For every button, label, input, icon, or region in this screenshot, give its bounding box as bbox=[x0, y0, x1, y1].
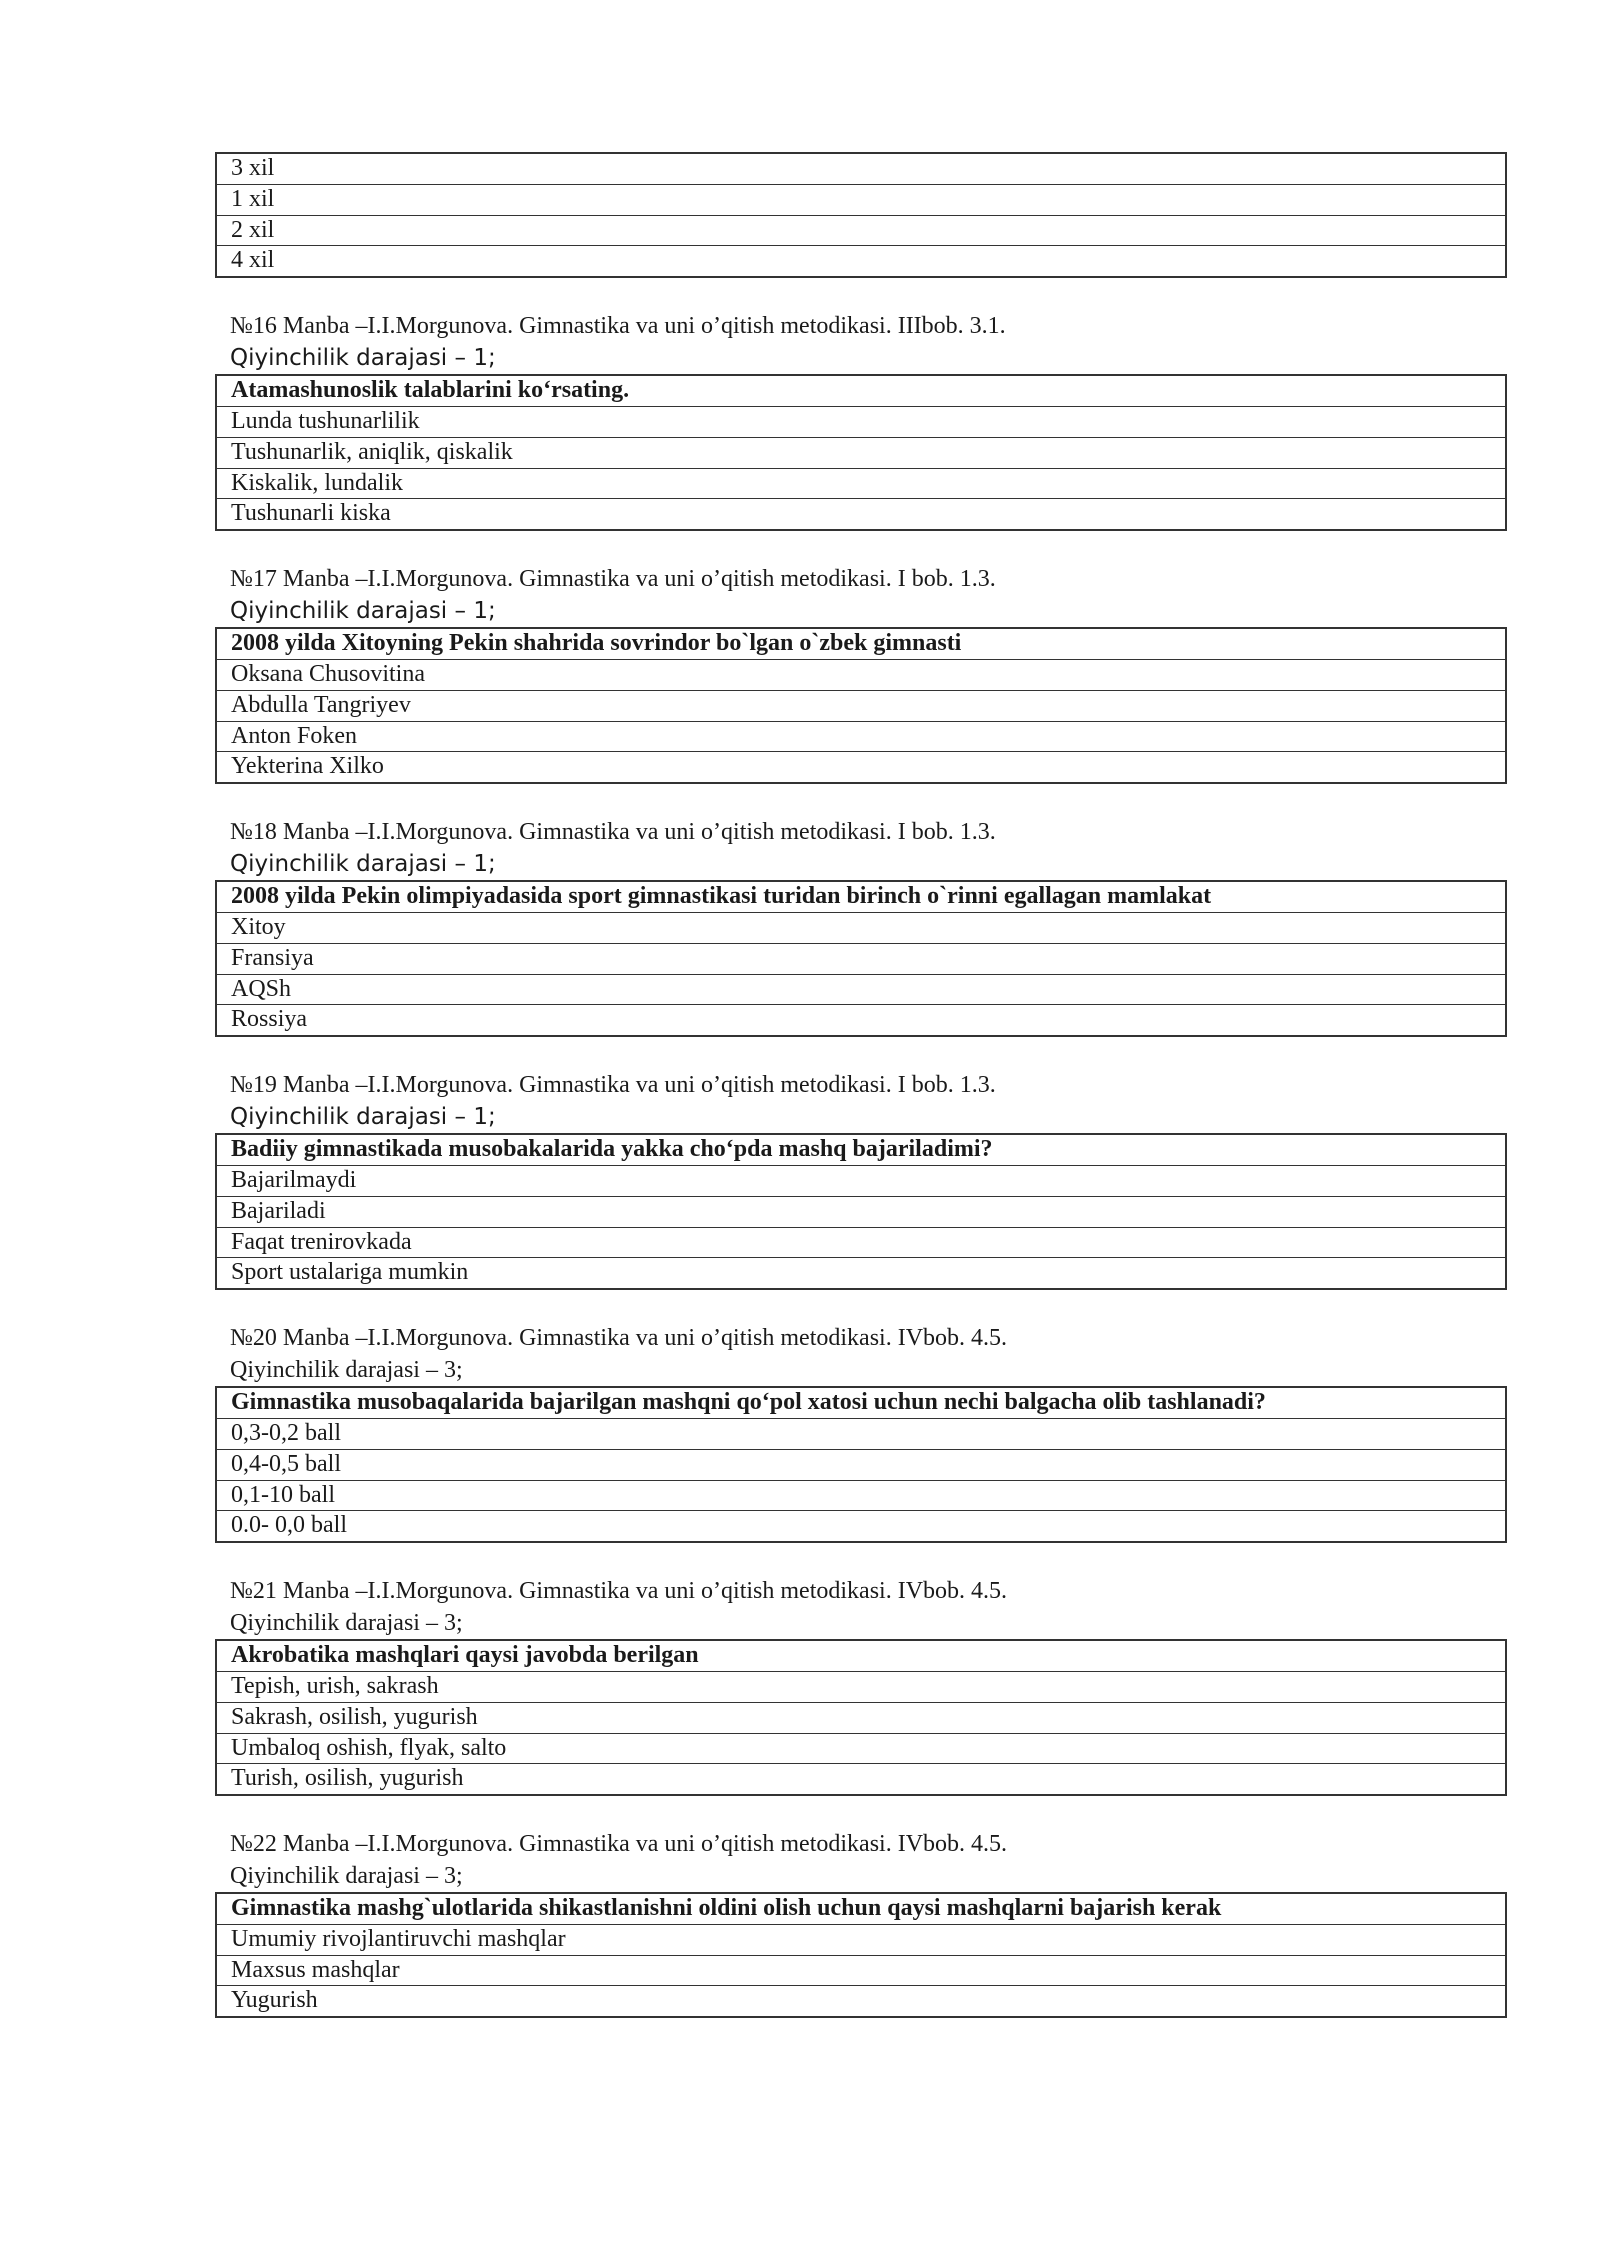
difficulty-level: Qiyinchilik darajasi – 3; bbox=[230, 1610, 463, 1637]
question-block bbox=[215, 563, 1507, 784]
answer-option: AQSh bbox=[216, 974, 1506, 1005]
question-source: №20 Manba –I.I.Morgunova. Gimnastika va uni o’qitish metodikasi. IVbob. 4.5. bbox=[230, 1325, 1008, 1352]
difficulty-level: Qiyinchilik darajasi – 3; bbox=[230, 1357, 463, 1384]
answer-option-row bbox=[216, 1480, 1506, 1511]
answer-option: Sport ustalariga mumkin bbox=[216, 1258, 1506, 1289]
answer-option-row bbox=[216, 974, 1506, 1005]
question-row bbox=[216, 375, 1506, 406]
answer-option: Bajariladi bbox=[216, 1196, 1506, 1227]
questions-list bbox=[215, 310, 1507, 2018]
answer-option: Fransiya bbox=[216, 943, 1506, 974]
difficulty-level: Qiyinchilik darajasi – 1; bbox=[230, 851, 496, 878]
answer-option-row bbox=[216, 1418, 1506, 1449]
option-row bbox=[216, 153, 1506, 184]
question-text: Atamashunoslik talablarini ko‘rsating. bbox=[216, 375, 1506, 406]
difficulty-level: Qiyinchilik darajasi – 1; bbox=[230, 345, 496, 372]
question-text: Gimnastika mashg`ulotlarida shikastlanishni oldini olish uchun qaysi mashqlarni bajarish kerak bbox=[216, 1893, 1506, 1924]
option-cell: 1 xil bbox=[216, 184, 1506, 215]
answer-option-row bbox=[216, 1196, 1506, 1227]
question-source: №22 Manba –I.I.Morgunova. Gimnastika va uni o’qitish metodikasi. IVbob. 4.5. bbox=[230, 1831, 1008, 1858]
answer-option: Faqat trenirovkada bbox=[216, 1227, 1506, 1258]
answer-option: Bajarilmaydi bbox=[216, 1165, 1506, 1196]
answer-option: Yekterina Xilko bbox=[216, 752, 1506, 783]
answer-option: Lunda tushunarlilik bbox=[216, 406, 1506, 437]
answer-option-row bbox=[216, 1764, 1506, 1795]
answer-option-row bbox=[216, 912, 1506, 943]
question-table bbox=[215, 880, 1507, 1037]
question-block bbox=[215, 1069, 1507, 1290]
question-block bbox=[215, 1322, 1507, 1543]
option-cell: 4 xil bbox=[216, 246, 1506, 277]
question-text: 2008 yilda Xitoyning Pekin shahrida sovrindor bo`lgan o`zbek gimnasti bbox=[216, 628, 1506, 659]
question-row bbox=[216, 1134, 1506, 1165]
question-row bbox=[216, 1387, 1506, 1418]
document-content bbox=[215, 152, 1507, 2018]
answer-option-row bbox=[216, 690, 1506, 721]
answer-option-row bbox=[216, 1165, 1506, 1196]
option-row bbox=[216, 184, 1506, 215]
answer-option: Maxsus mashqlar bbox=[216, 1955, 1506, 1986]
question-row bbox=[216, 1893, 1506, 1924]
answer-option-row bbox=[216, 1258, 1506, 1289]
answer-option: Kiskalik, lundalik bbox=[216, 468, 1506, 499]
question-block bbox=[215, 816, 1507, 1037]
question-table bbox=[215, 1133, 1507, 1290]
answer-option-row bbox=[216, 468, 1506, 499]
question-table bbox=[215, 1386, 1507, 1543]
answer-option-row bbox=[216, 1005, 1506, 1036]
question-row bbox=[216, 1640, 1506, 1671]
question-table bbox=[215, 1639, 1507, 1796]
answer-option: Sakrash, osilish, yugurish bbox=[216, 1702, 1506, 1733]
option-cell: 2 xil bbox=[216, 215, 1506, 246]
question-row bbox=[216, 628, 1506, 659]
answer-option: Oksana Chusovitina bbox=[216, 659, 1506, 690]
question-block bbox=[215, 310, 1507, 531]
question-text: Gimnastika musobaqalarida bajarilgan mashqni qo‘pol xatosi uchun nechi balgacha olib tashlanadi? bbox=[216, 1387, 1506, 1418]
question-source: №19 Manba –I.I.Morgunova. Gimnastika va uni o’qitish metodikasi. I bob. 1.3. bbox=[230, 1072, 996, 1099]
question-block bbox=[215, 1828, 1507, 2018]
option-row bbox=[216, 246, 1506, 277]
answer-option-row bbox=[216, 406, 1506, 437]
difficulty-level: Qiyinchilik darajasi – 1; bbox=[230, 598, 496, 625]
answer-option-row bbox=[216, 1511, 1506, 1542]
answer-option: Umbaloq oshish, flyak, salto bbox=[216, 1733, 1506, 1764]
answer-option-row bbox=[216, 1449, 1506, 1480]
answer-option-row bbox=[216, 1227, 1506, 1258]
answer-option-row bbox=[216, 1702, 1506, 1733]
option-cell: 3 xil bbox=[216, 153, 1506, 184]
question-block bbox=[215, 1575, 1507, 1796]
question-table bbox=[215, 1892, 1507, 2018]
question-text: 2008 yilda Pekin olimpiyadasida sport gimnastikasi turidan birinch o`rinni egallagan mamlakat bbox=[216, 881, 1506, 912]
question-source: №18 Manba –I.I.Morgunova. Gimnastika va uni o’qitish metodikasi. I bob. 1.3. bbox=[230, 819, 996, 846]
answer-option-row bbox=[216, 499, 1506, 530]
answer-option-row bbox=[216, 1671, 1506, 1702]
answer-option: 0,3-0,2 ball bbox=[216, 1418, 1506, 1449]
question-source: №17 Manba –I.I.Morgunova. Gimnastika va uni o’qitish metodikasi. I bob. 1.3. bbox=[230, 566, 996, 593]
answer-option-row bbox=[216, 1733, 1506, 1764]
answer-option: Tushunarlik, aniqlik, qiskalik bbox=[216, 437, 1506, 468]
question-table bbox=[215, 374, 1507, 531]
difficulty-level: Qiyinchilik darajasi – 1; bbox=[230, 1104, 496, 1131]
answer-option: 0,1-10 ball bbox=[216, 1480, 1506, 1511]
answer-option-row bbox=[216, 659, 1506, 690]
answer-option: Tushunarli kiska bbox=[216, 499, 1506, 530]
answer-option: Yugurish bbox=[216, 1986, 1506, 2017]
answer-option-row bbox=[216, 1986, 1506, 2017]
option-row bbox=[216, 215, 1506, 246]
answer-option-row bbox=[216, 1924, 1506, 1955]
question-row bbox=[216, 881, 1506, 912]
answer-option-row bbox=[216, 1955, 1506, 1986]
question-table bbox=[215, 627, 1507, 784]
answer-option: Rossiya bbox=[216, 1005, 1506, 1036]
answer-option: Anton Foken bbox=[216, 721, 1506, 752]
answer-option: Xitoy bbox=[216, 912, 1506, 943]
answer-option: Tepish, urish, sakrash bbox=[216, 1671, 1506, 1702]
difficulty-level: Qiyinchilik darajasi – 3; bbox=[230, 1863, 463, 1890]
answer-option: Umumiy rivojlantiruvchi mashqlar bbox=[216, 1924, 1506, 1955]
question-source: №16 Manba –I.I.Morgunova. Gimnastika va uni o’qitish metodikasi. IIIbob. 3.1. bbox=[230, 313, 1006, 340]
question-text: Akrobatika mashqlari qaysi javobda berilgan bbox=[216, 1640, 1506, 1671]
answer-option: 0.0- 0,0 ball bbox=[216, 1511, 1506, 1542]
answer-option-row bbox=[216, 752, 1506, 783]
answer-option: 0,4-0,5 ball bbox=[216, 1449, 1506, 1480]
answer-option-row bbox=[216, 721, 1506, 752]
question-text: Badiiy gimnastikada musobakalarida yakka cho‘pda mashq bajariladimi? bbox=[216, 1134, 1506, 1165]
answer-option-row bbox=[216, 943, 1506, 974]
answer-option: Turish, osilish, yugurish bbox=[216, 1764, 1506, 1795]
answer-option: Abdulla Tangriyev bbox=[216, 690, 1506, 721]
answer-option-row bbox=[216, 437, 1506, 468]
question-source: №21 Manba –I.I.Morgunova. Gimnastika va uni o’qitish metodikasi. IVbob. 4.5. bbox=[230, 1578, 1008, 1605]
options-table-top bbox=[215, 152, 1507, 278]
